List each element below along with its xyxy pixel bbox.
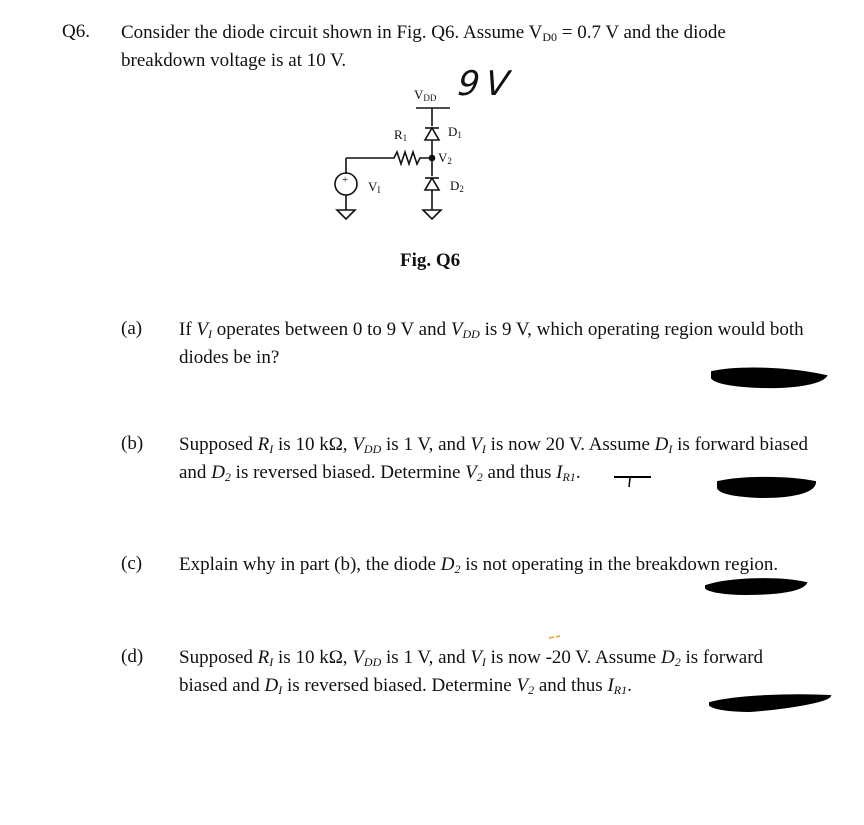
intro-sub-d0: D0 bbox=[542, 30, 557, 44]
figure-caption: Fig. Q6 bbox=[400, 250, 461, 271]
part-d-text: Supposed $R_I$ is 10 kΩ, $V_{DD}$ is 1 V, and $V_I$ is now -20 V. Assume $D_2$ is forward biased and $D_I$ is reversed biased. Determine $V_2$ and thus $I_{R1}$. bbox=[179, 647, 764, 697]
handwritten-note: 9V bbox=[455, 64, 517, 104]
label-r1: R1 bbox=[394, 127, 408, 143]
label-plus: + bbox=[342, 174, 349, 186]
part-a-label: (a) bbox=[121, 318, 143, 339]
part-c-text: Explain why in part (b), the diode $D_2$ is not operating in the breakdown region. bbox=[179, 554, 779, 576]
intro-text-a: Consider the diode circuit shown in Fig. Q6. Assume V bbox=[121, 22, 543, 43]
label-d2: D2 bbox=[450, 178, 464, 194]
redaction-b bbox=[718, 478, 815, 497]
redaction-c bbox=[706, 579, 806, 594]
label-vdd: VDD bbox=[414, 87, 437, 103]
part-b-label: (b) bbox=[121, 433, 144, 454]
label-vi: VI bbox=[368, 179, 381, 195]
part-c-label: (c) bbox=[121, 553, 143, 574]
redaction-a bbox=[712, 369, 826, 388]
part-a-text: If $V_I$ operates between 0 to 9 V and $V_{DD}$ is 9 V, which operating region would both diodes be in? bbox=[179, 319, 804, 368]
part-b-text: Supposed $R_I$ is 10 kΩ, $V_{DD}$ is 1 V, and $V_I$ is now 20 V. Assume $D_I$ is forward biased and $D_2$ is reversed biased. Determine $V_2$ and thus $I_{R1}$. bbox=[179, 434, 809, 484]
label-d1: D1 bbox=[448, 124, 462, 140]
redaction-d bbox=[710, 695, 830, 711]
intro-text-line2: breakdown voltage is at 10 V. bbox=[121, 50, 347, 71]
question-number: Q6. bbox=[62, 21, 90, 42]
orange-mark bbox=[549, 636, 560, 638]
intro-text-b: = 0.7 V and the diode bbox=[557, 22, 726, 43]
label-v2: V2 bbox=[438, 150, 452, 166]
part-d-label: (d) bbox=[121, 646, 144, 667]
